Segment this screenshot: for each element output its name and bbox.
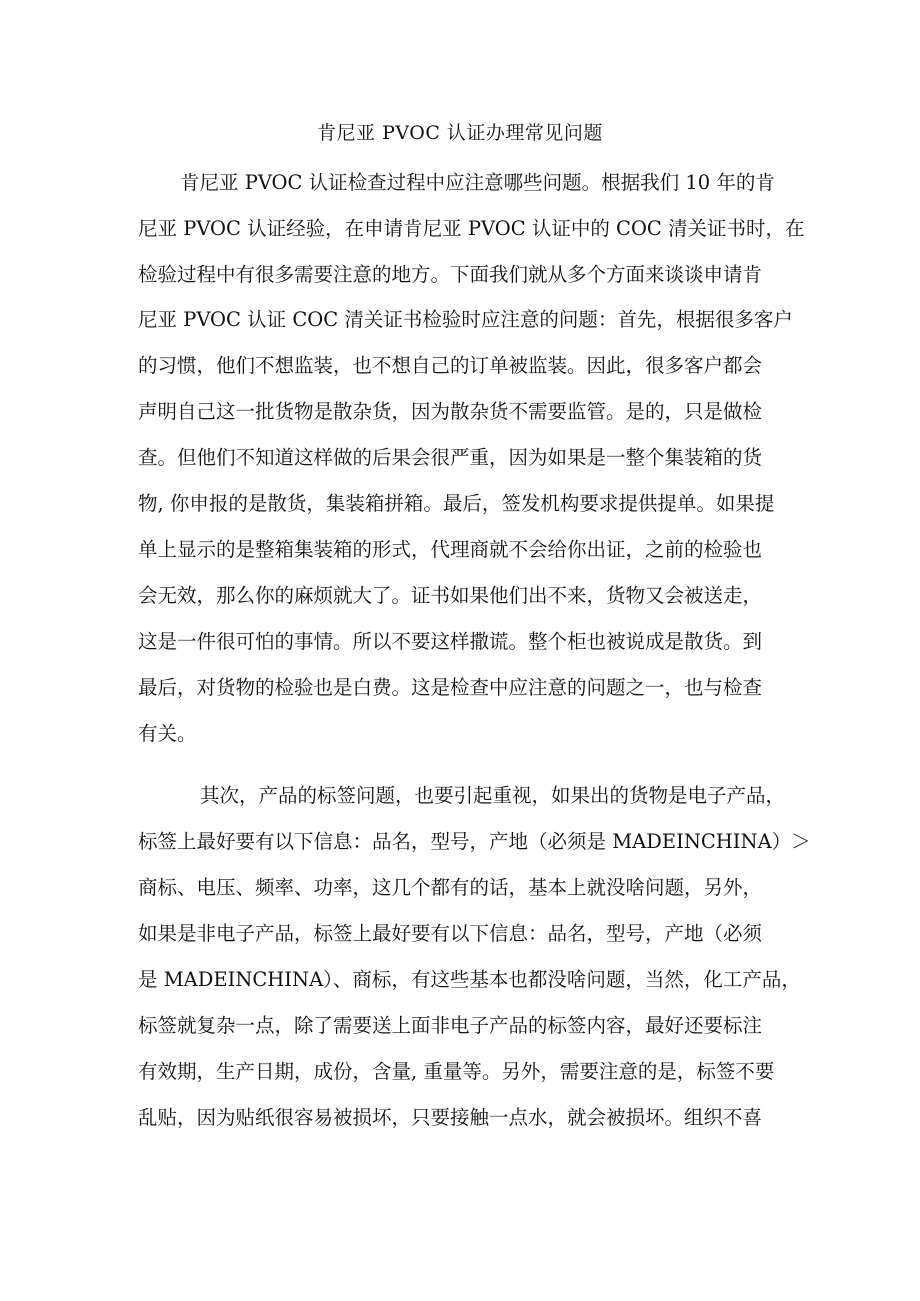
paragraph-line: 查。但他们不知道这样做的后果会很严重，因为如果是一整个集装箱的货	[138, 446, 763, 469]
paragraph-line: 标签上最好要有以下信息：品名，型号，产地（必须是 MADEINCHINA）＞	[138, 830, 811, 853]
document-title: 肯尼亚 PVOC 认证办理常见问题	[317, 122, 603, 144]
paragraph-line: 最后，对货物的检验也是白费。这是检查中应注意的问题之一，也与检查	[138, 676, 763, 699]
paragraph-line: 尼亚 PVOC 认证经验，在申请肯尼亚 PVOC 认证中的 COC 清关证书时，在	[138, 217, 805, 240]
paragraph-line: 单上显示的是整箱集装箱的形式，代理商就不会给你出证，之前的检验也	[138, 538, 763, 561]
paragraph-line: 是 MADEINCHINA）、商标，有这些基本也都没啥问题，当然，化工产品，	[138, 968, 801, 991]
paragraph-line: 检验过程中有很多需要注意的地方。下面我们就从多个方面来谈谈申请肯	[138, 263, 763, 286]
paragraph-line: 商标、电压、频率、功率，这几个都有的话，基本上就没啥问题，另外，	[138, 876, 763, 899]
paragraph-line: 有关。	[138, 722, 197, 745]
paragraph-line: 的习惯，他们不想监装，也不想自己的订单被监装。因此，很多客户都会	[138, 354, 763, 377]
paragraph-line: 声明自己这一批货物是散杂货，因为散杂货不需要监管。是的，只是做检	[138, 400, 763, 423]
paragraph-line: 会无效，那么你的麻烦就大了。证书如果他们出不来，货物又会被送走，	[138, 584, 763, 607]
paragraph-line: 其次，产品的标签问题，也要引起重视，如果出的货物是电子产品，	[200, 784, 786, 807]
paragraph-line: 如果是非电子产品，标签上最好要有以下信息：品名，型号，产地（必须	[138, 922, 763, 945]
paragraph-line: 乱贴，因为贴纸很容易被损坏，只要接触一点水，就会被损坏。组织不喜	[138, 1106, 763, 1129]
paragraph-line: 标签就复杂一点，除了需要送上面非电子产品的标签内容，最好还要标注	[138, 1014, 763, 1037]
paragraph-line: 有效期，生产日期，成份，含量, 重量等。另外，需要注意的是，标签不要	[138, 1060, 775, 1083]
paragraph-line: 肯尼亚 PVOC 认证检查过程中应注意哪些问题。根据我们 10 年的肯	[180, 171, 775, 194]
paragraph-line: 这是一件很可怕的事情。所以不要这样撒谎。整个柜也被说成是散货。到	[138, 630, 763, 653]
paragraph-line: 物, 你申报的是散货，集装箱拼箱。最后，签发机构要求提供提单。如果提	[138, 492, 775, 515]
paragraph-line: 尼亚 PVOC 认证 COC 清关证书检验时应注意的问题：首先，根据很多客户	[138, 308, 793, 331]
